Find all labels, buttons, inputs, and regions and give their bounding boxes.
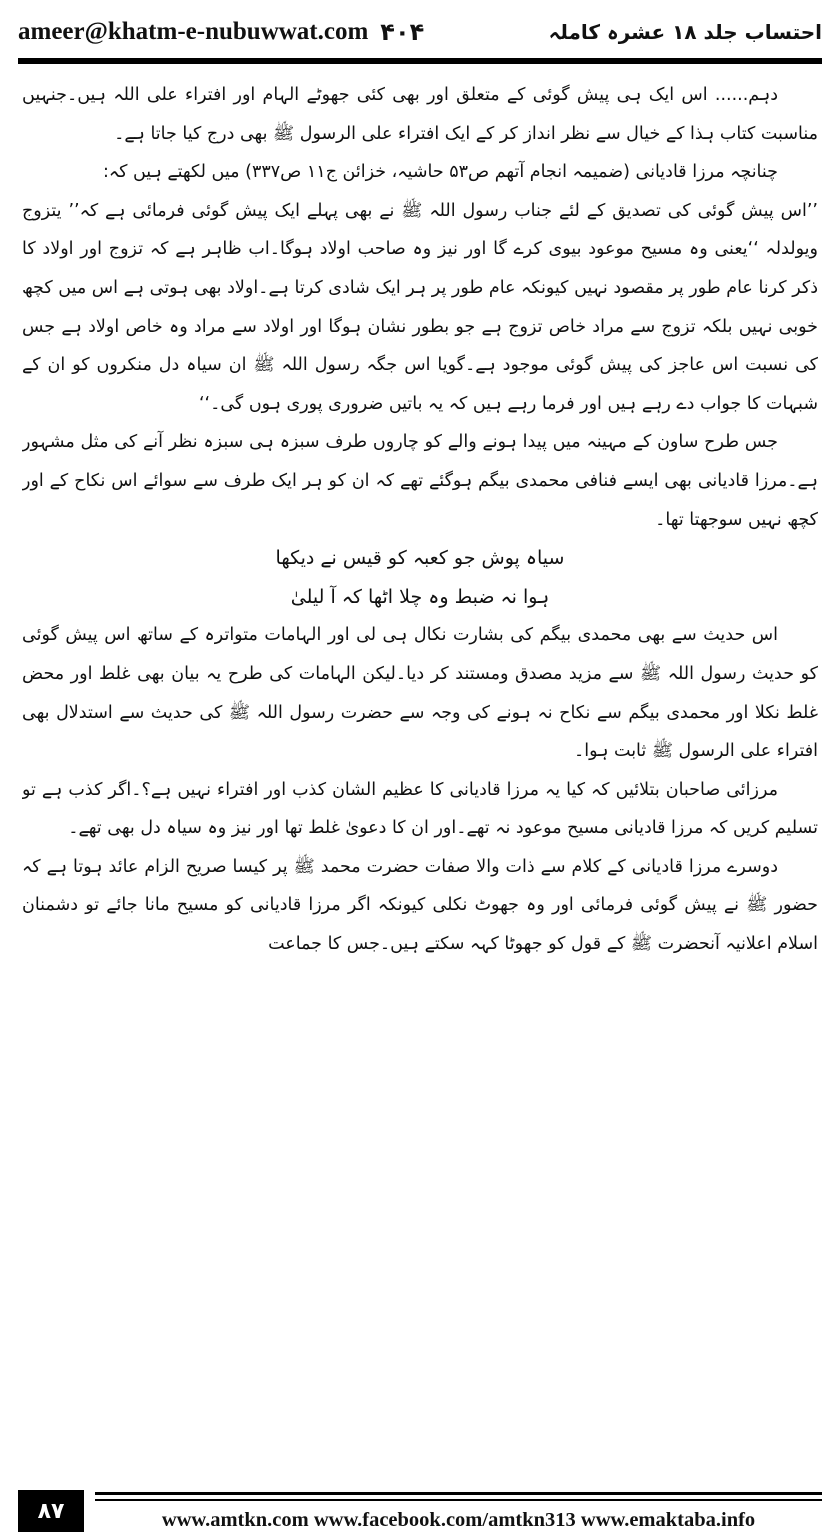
paragraph-2: چنانچہ مرزا قادیانی (ضمیمہ انجام آتھم ص۵۳ حاشیہ، خزائن ج۱۱ ص۳۳۷) میں لکھتے ہیں کہ: <box>102 162 778 183</box>
page-number: ۴۰۴ <box>380 18 425 46</box>
paragraph-7: دوسرے مرزا قادیانی کے کلام سے ذات والا صفات حضرت محمد ﷺ پر کیسا صریح الزام عائد ہوتا ہے کہ حضور ﷺ نے پیش گوئی فرمائی اور وہ جھوٹ نکلی کیونکہ اگر مرزا قادیانی کو مسیح مانا جائے تو دشمنان اسلام اعلانیہ آنحضرت ﷺ کے قول کو جھوٹا کہہ سکتے ہیں۔جس کا جماعت <box>22 856 818 955</box>
header-email: ameer@khatm-e-nubuwwat.com <box>18 18 369 45</box>
paragraph-6: مرزائی صاحبان بتلائیں کہ کیا یہ مرزا قادیانی کا عظیم الشان کذب اور افتراء نہیں ہے؟۔اگر کذب ہے تو تسلیم کریں کہ مرزا قادیانی مسیح موعود نہ تھے۔اور ان کا دعویٰ غلط تھا اور نیز وہ سیاہ دل بھی تھے۔ <box>22 779 818 839</box>
paragraph-4: جس طرح ساون کے مہینہ میں پیدا ہونے والے کو چاروں طرف سبزہ ہی سبزہ نظر آنے کی مثل مشہور ہے۔مرزا قادیانی بھی ایسے فنافی محمدی بیگم ہوگئے تھے کہ ان کو ہر ایک طرف سے سوائے اس نکاح کے اور کچھ نہیں سوجھتا تھا۔ <box>22 432 818 530</box>
page-body <box>22 76 818 1476</box>
header-rule <box>18 58 822 64</box>
paragraph-5: اس حدیث سے بھی محمدی بیگم کی بشارت نکال ہی لی اور الہامات متواترہ کے ساتھ اس پیش گوئی کو حدیث رسول اللہ ﷺ سے مزید مصدق ومستند کر دیا۔لیکن الہامات کی طرح یہ بیان بھی غلط اور محض غلط نکلا اور محمدی بیگم سے نکاح نہ ہونے کی وجہ سے حضرت رسول اللہ ﷺ کی حدیث سے استدلال بھی افتراء علی الرسول ﷺ ثابت ہوا۔ <box>22 625 818 762</box>
folio-number: ۸۷ <box>18 1490 84 1532</box>
footer-rule-thin <box>95 1499 822 1501</box>
page-header <box>18 10 822 54</box>
quote-paragraph: ’’اس پیش گوئی کی تصدیق کے لئے جناب رسول اللہ ﷺ نے بھی پہلے ایک پیش گوئی فرمائی ہے کہ’’ یتزوج ویولدلہ ‘‘یعنی وہ مسیح موعود بیوی کرے گا اور نیز وہ صاحب اولاد ہوگا۔اب ظاہر ہے کہ تزوج اور اولاد کا ذکر کرنا عام طور پر مقصود نہیں کیونکہ عام طور پر ہر ایک شادی کرتا ہے۔اولاد بھی ہوتی ہے اس میں کچھ خوبی نہیں بلکہ تزوج سے مراد خاص تزوج ہے جو بطور نشان ہوگا اور اولاد سے مراد وہ خاص اولاد ہے جس کی نسبت اس عاجز کی پیش گوئی موجود ہے۔گویا اس جگہ رسول اللہ ﷺ ان سیاہ دل منکروں کو ان کے شبہات کا جواب دے رہے ہیں اور فرما رہے ہیں کہ یہ باتیں ضروری پوری ہوں گی۔‘‘ <box>22 200 818 414</box>
header-left <box>18 18 424 46</box>
footer-links: www.amtkn.com www.facebook.com/amtkn313 www.emaktaba.info <box>161 1508 756 1531</box>
book-title: احتساب جلد ۱۸ عشرہ کاملہ <box>548 20 822 44</box>
paragraph-1: دہم...... اس ایک ہی پیش گوئی کے متعلق اور بھی کئی جھوٹے الہام اور افتراء علی اللہ ہیں۔جنہیں مناسبت کتاب ہذا کے خیال سے نظر انداز کر کے ایک افتراء علی الرسول ﷺ بھی درج کیا جاتا ہے۔ <box>22 85 818 144</box>
footer-rule-thick <box>95 1492 822 1495</box>
verse-line-2: ہوا نہ ضبط وہ چلا اٹھا کہ آ لیلیٰ <box>290 585 550 608</box>
verse-line-1: سیاہ پوش جو کعبہ کو قیس نے دیکھا <box>275 547 565 570</box>
